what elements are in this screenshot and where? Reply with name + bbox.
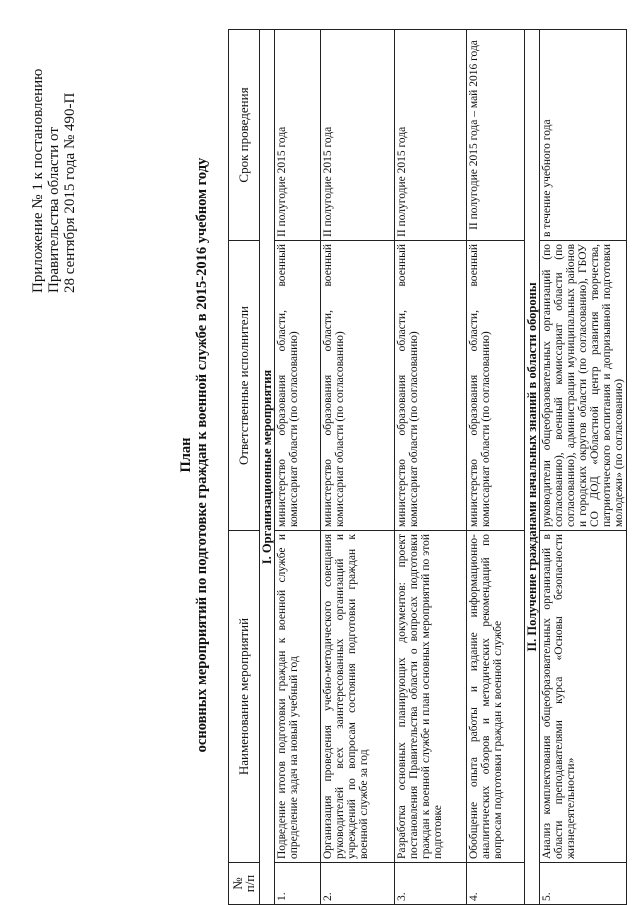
row-num: 2. [321,863,395,905]
row-name: Подведение итогов подготовки граждан к военной службе и определение задач на новый учебный год [275,531,321,863]
row-deadline: в течение учебного года [540,30,627,241]
header-executors: Ответственные исполнители [229,241,260,531]
appendix-line: Приложение № 1 к постановлению [30,68,46,293]
header-num [229,863,260,905]
section-row [260,30,275,905]
row-executors: министерство образования области, военный комиссариат области (по согласованию) [395,241,467,531]
row-deadline: II полугодие 2015 года – май 2016 года [467,30,525,241]
table-row [467,30,525,905]
table-row [275,30,321,905]
section-row [525,30,540,905]
table-header-row [229,30,260,905]
plan-table [228,29,627,905]
row-deadline: II полугодие 2015 года [275,30,321,241]
row-name: Организация проведения учебно-методического совещания руководителей всех заинтересованных организаций и учреждений по вопросам состояния подготовки граждан к военной службе за год [321,531,395,863]
row-deadline: II полугодие 2015 года [395,30,467,241]
header-name: Наименование мероприятий [229,531,260,863]
section-title: II. Получение гражданами начальных знаний в области обороны [525,30,540,905]
row-name: Обобщение опыта работы и издание информационно-аналитических обзоров и методических рекомендаций по вопросам подготовки граждан к военной службе [467,531,525,863]
title-subtitle: основных мероприятий по подготовке граждан к военной службе в 2015-2016 учебном году [194,157,210,753]
table-row [540,30,627,905]
row-deadline: II полугодие 2015 года [321,30,395,241]
appendix-line: 28 сентября 2015 года № 490-П [62,92,78,293]
row-num: 5. [540,863,627,905]
row-executors: руководители общеобразовательных организаций (по согласованию), военный комиссариат области (по согласованию), администрации муниципальных районов и городских округов области (по согласованию), ГБОУ СО ДОД «Областной центр развития творчества, патриотического воспитания и допризывной подготовки молодежи» (по согласованию) [540,241,627,531]
row-name: Анализ комплектования общеобразовательных организаций в области преподавателями курса «Основы безопасности жизнедеятельности» [540,531,627,863]
row-executors: министерство образования области, военный комиссариат области (по согласованию) [467,241,525,531]
table-row [321,30,395,905]
row-executors: министерство образования области, военный комиссариат области (по согласованию) [321,241,395,531]
header-num-line2: п/п [242,874,257,893]
appendix-line: Правительства области от [46,127,62,293]
section-title: I. Организационные мероприятия [260,30,275,905]
row-num: 4. [467,863,525,905]
title-plan: План [178,437,194,473]
row-executors: министерство образования области, военный комиссариат области (по согласованию) [275,241,321,531]
row-num: 1. [275,863,321,905]
header-num-line1: № [230,877,245,890]
header-deadline: Срок проведения [229,30,260,241]
row-name: Разработка основных планирующих документов: проект постановления Правительства области о вопросах подготовки граждан к военной службе и план основных мероприятий по этой подготовке [395,531,467,863]
table-row [395,30,467,905]
appendix-note [30,13,78,293]
row-num: 3. [395,863,467,905]
document-title [178,155,210,755]
